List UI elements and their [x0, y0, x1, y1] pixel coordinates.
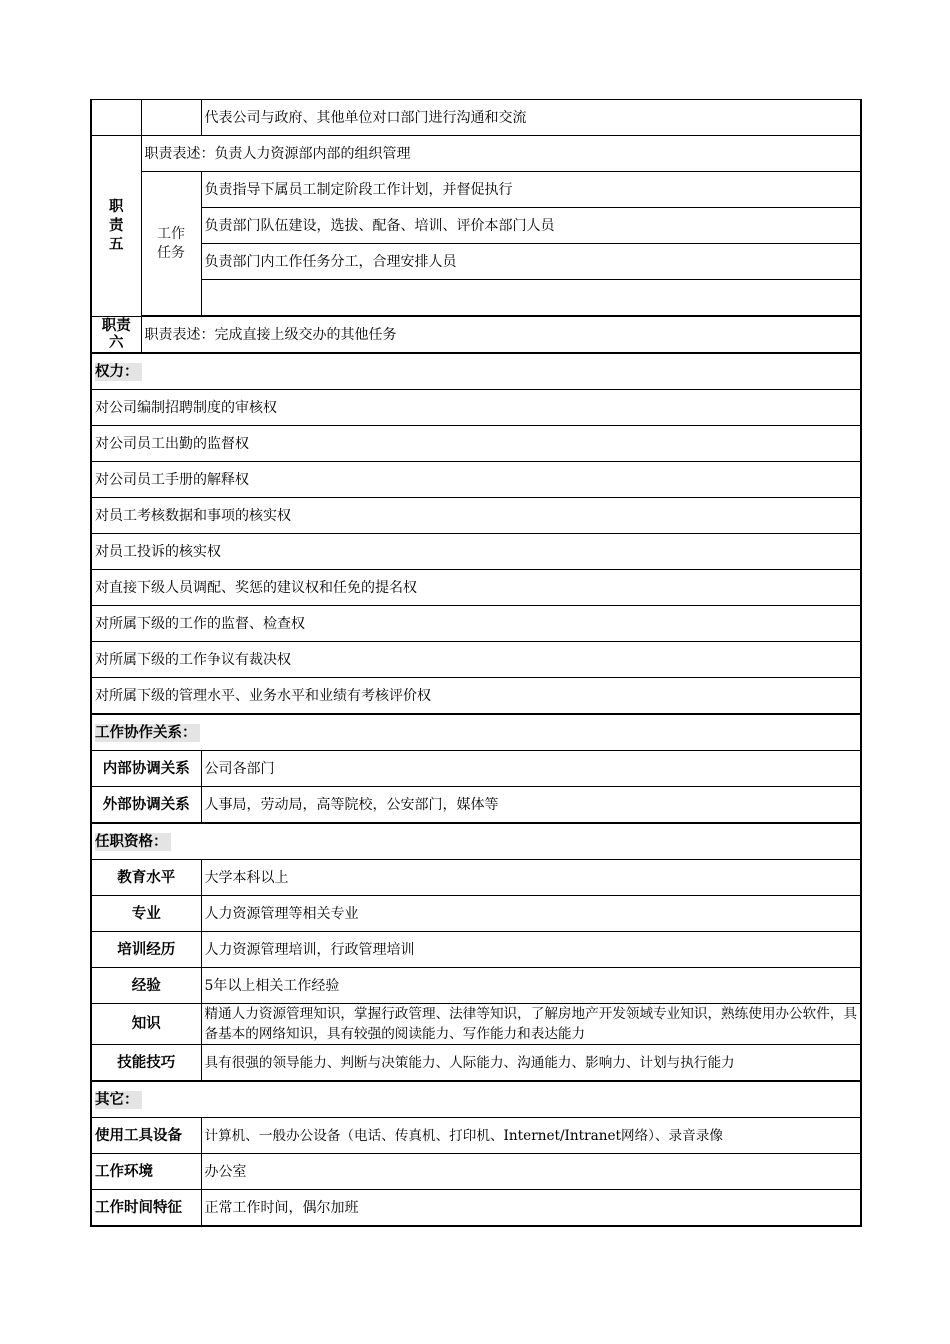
authority-item-5: 对员工投诉的核实权 [91, 534, 861, 570]
authority-row [91, 570, 861, 606]
collaboration-title: 工作协作关系： [95, 724, 200, 742]
authority-header-row [91, 353, 861, 390]
duty5-label: 职 责 五 [91, 136, 141, 317]
duty5-description-row [91, 136, 861, 172]
other-label: 工作环境 [91, 1154, 201, 1190]
internal-value: 公司各部门 [201, 751, 861, 787]
qualification-row [91, 896, 861, 932]
authority-item-7: 对所属下级的工作的监督、检查权 [91, 606, 861, 642]
authority-item-1: 对公司编制招聘制度的审核权 [91, 390, 861, 426]
authority-item-3: 对公司员工手册的解释权 [91, 462, 861, 498]
duty5-prev-sub-cell [141, 100, 201, 136]
duty5-description: 职责表述：负责人力资源部内部的组织管理 [141, 136, 861, 172]
authority-row [91, 642, 861, 678]
duty5-task-row [91, 280, 861, 316]
external-label: 外部协调关系 [91, 787, 201, 824]
external-value: 人事局，劳动局，高等院校，公安部门，媒体等 [201, 787, 861, 824]
other-header-row [91, 1081, 861, 1118]
other-value: 办公室 [201, 1154, 861, 1190]
qualification-row [91, 968, 861, 1004]
other-label: 使用工具设备 [91, 1118, 201, 1154]
duty5-task-row [91, 172, 861, 208]
qualification-value: 5年以上相关工作经验 [201, 968, 861, 1004]
qualification-label: 培训经历 [91, 932, 201, 968]
authority-item-8: 对所属下级的工作争议有裁决权 [91, 642, 861, 678]
internal-label: 内部协调关系 [91, 751, 201, 787]
duty5-task-4 [201, 280, 861, 316]
duty5-task-3: 负责部门内工作任务分工，合理安排人员 [201, 244, 861, 280]
qualification-label: 技能技巧 [91, 1045, 201, 1082]
collaboration-external-row [91, 787, 861, 824]
other-value: 正常工作时间，偶尔加班 [201, 1190, 861, 1227]
qualification-label: 专业 [91, 896, 201, 932]
duty5-prev-label-cell [91, 100, 141, 136]
qualification-value: 大学本科以上 [201, 860, 861, 896]
qualification-row [91, 1045, 861, 1082]
qualification-row [91, 1004, 861, 1045]
other-title: 其它： [95, 1091, 142, 1109]
other-label: 工作时间特征 [91, 1190, 201, 1227]
duty6-description: 职责表述：完成直接上级交办的其他任务 [141, 317, 861, 354]
duty5-task-1: 负责指导下属员工制定阶段工作计划，并督促执行 [201, 172, 861, 208]
job-description-table [90, 99, 862, 1227]
qualification-label: 教育水平 [91, 860, 201, 896]
other-row [91, 1154, 861, 1190]
qualification-title: 任职资格： [95, 833, 171, 851]
authority-row [91, 534, 861, 570]
duty5-task-label: 工作 任务 [141, 172, 201, 316]
other-row [91, 1118, 861, 1154]
authority-item-9: 对所属下级的管理水平、业务水平和业绩有考核评价权 [91, 678, 861, 715]
duty6-label: 职责 六 [91, 317, 141, 354]
qualification-label: 经验 [91, 968, 201, 1004]
authority-item-4: 对员工考核数据和事项的核实权 [91, 498, 861, 534]
authority-row [91, 606, 861, 642]
duty5-prev-task-row [91, 100, 861, 136]
authority-item-6: 对直接下级人员调配、奖惩的建议权和任免的提名权 [91, 570, 861, 606]
qualification-value: 具有很强的领导能力、判断与决策能力、人际能力、沟通能力、影响力、计划与执行能力 [201, 1045, 861, 1082]
authority-item-2: 对公司员工出勤的监督权 [91, 426, 861, 462]
qualification-value: 人力资源管理培训，行政管理培训 [201, 932, 861, 968]
collaboration-internal-row [91, 751, 861, 787]
duty5-task-row [91, 208, 861, 244]
authority-row [91, 462, 861, 498]
authority-row [91, 678, 861, 715]
other-value: 计算机、一般办公设备（电话、传真机、打印机、Internet/Intranet网络）、录音录像 [201, 1118, 861, 1154]
qualification-value: 人力资源管理等相关专业 [201, 896, 861, 932]
qualification-header-row [91, 823, 861, 860]
qualification-value: 精通人力资源管理知识，掌握行政管理、法律等知识，了解房地产开发领域专业知识，熟练使用办公软件，具备基本的网络知识，具有较强的阅读能力、写作能力和表达能力 [201, 1004, 861, 1045]
authority-row [91, 498, 861, 534]
duty5-prev-task: 代表公司与政府、其他单位对口部门进行沟通和交流 [201, 100, 861, 136]
job-description-document [90, 99, 860, 1227]
other-row [91, 1190, 861, 1227]
qualification-label: 知识 [91, 1004, 201, 1045]
qualification-row [91, 860, 861, 896]
qualification-row [91, 932, 861, 968]
duty6-row [91, 317, 861, 354]
duty5-task-row [91, 244, 861, 280]
authority-title: 权力： [95, 363, 142, 381]
authority-row [91, 390, 861, 426]
collaboration-header-row [91, 714, 861, 751]
authority-row [91, 426, 861, 462]
duty5-task-2: 负责部门队伍建设，选拔、配备、培训、评价本部门人员 [201, 208, 861, 244]
